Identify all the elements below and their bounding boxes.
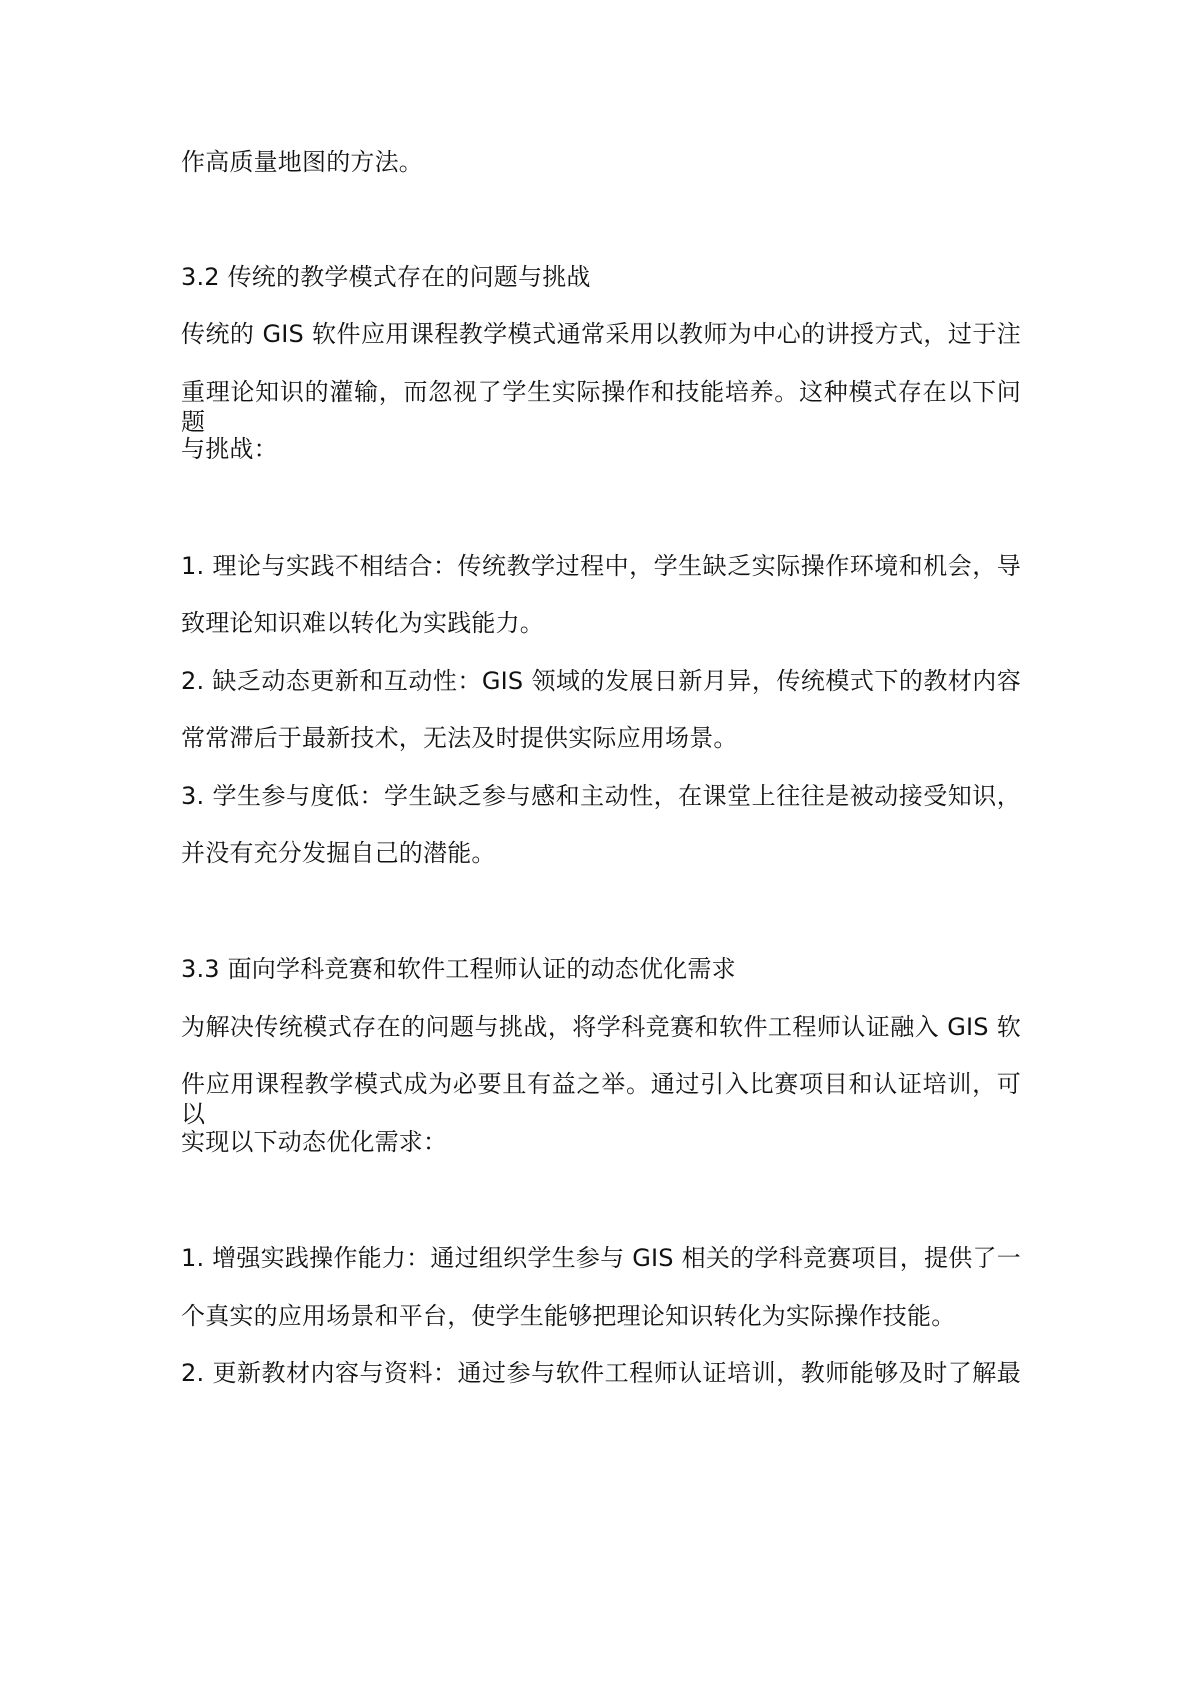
section-heading-3-2: 3.2 传统的教学模式存在的问题与挑战 (181, 263, 591, 291)
list-item-line: 1. 理论与实践不相结合：传统教学过程中，学生缺乏实际操作环境和机会，导 (181, 552, 1021, 580)
list-item-line: 1. 增强实践操作能力：通过组织学生参与 GIS 相关的学科竞赛项目，提供了一 (181, 1244, 1021, 1272)
paragraph-line: 与挑战： (181, 435, 278, 463)
paragraph-line: 件应用课程教学模式成为必要且有益之举。通过引入比赛项目和认证培训，可以 (181, 1070, 1021, 1128)
paragraph-line: 实现以下动态优化需求： (181, 1128, 448, 1156)
paragraph-line: 为解决传统模式存在的问题与挑战，将学科竞赛和软件工程师认证融入 GIS 软 (181, 1013, 1021, 1041)
list-item-line: 3. 学生参与度低：学生缺乏参与感和主动性，在课堂上往往是被动接受知识， (181, 782, 1021, 810)
list-item-line: 个真实的应用场景和平台，使学生能够把理论知识转化为实际操作技能。 (181, 1302, 956, 1330)
list-item-line: 2. 更新教材内容与资料：通过参与软件工程师认证培训，教师能够及时了解最 (181, 1359, 1021, 1387)
paragraph-line: 重理论知识的灌输，而忽视了学生实际操作和技能培养。这种模式存在以下问题 (181, 378, 1021, 436)
paragraph-line: 传统的 GIS 软件应用课程教学模式通常采用以教师为中心的讲授方式，过于注 (181, 320, 1021, 348)
paragraph-line: 作高质量地图的方法。 (181, 148, 423, 176)
list-item-line: 并没有充分发掘自己的潜能。 (181, 839, 496, 867)
list-item-line: 2. 缺乏动态更新和互动性：GIS 领域的发展日新月异，传统模式下的教材内容 (181, 667, 1021, 695)
list-item-line: 常常滞后于最新技术，无法及时提供实际应用场景。 (181, 724, 738, 752)
section-heading-3-3: 3.3 面向学科竞赛和软件工程师认证的动态优化需求 (181, 955, 736, 983)
list-item-line: 致理论知识难以转化为实践能力。 (181, 609, 544, 637)
